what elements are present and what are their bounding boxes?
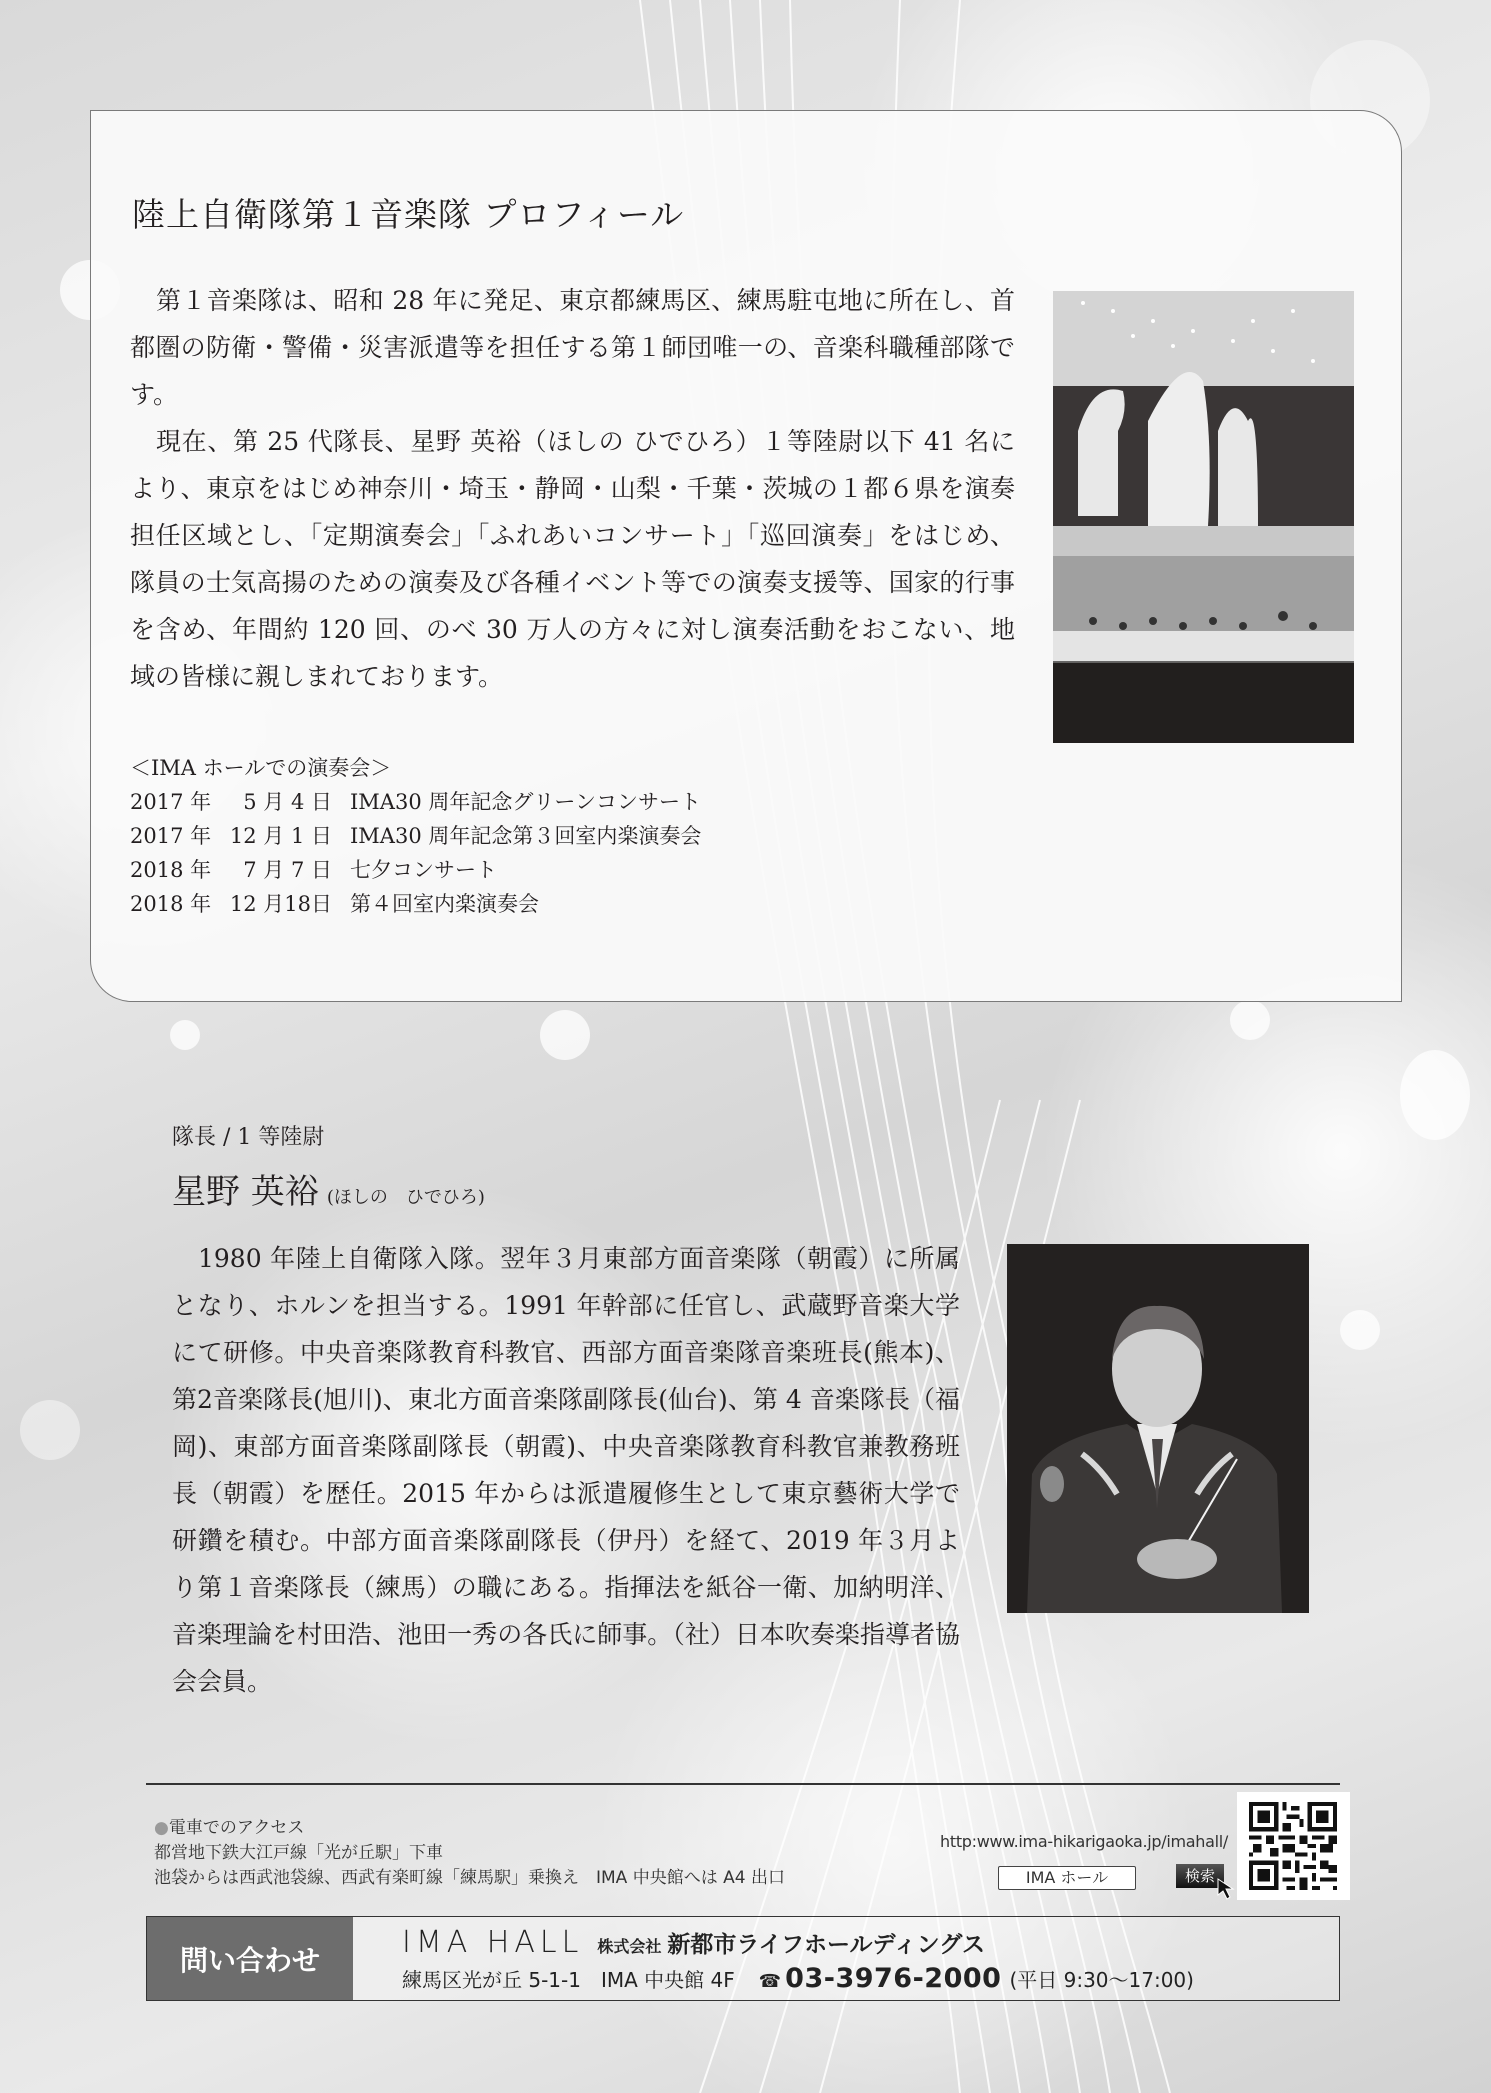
event-year: 2018 年	[130, 858, 212, 882]
event-date: 5 月 4 日	[243, 790, 332, 814]
band-profile-card	[90, 110, 1402, 1002]
bokeh-light	[540, 1010, 590, 1060]
contact-box	[146, 1916, 1340, 2001]
event-year: 2018 年	[130, 892, 212, 916]
ima-hall-concerts	[130, 751, 701, 921]
search-input[interactable]: IMA ホール	[998, 1866, 1136, 1890]
event-title: IMA30 周年記念第３回室内楽演奏会	[350, 824, 702, 848]
bokeh-light	[1340, 1310, 1380, 1350]
access-line: 池袋からは西武池袋線、西武有楽町線「練馬駅」乗換え IMA 中央館へは A4 出口	[154, 1868, 785, 1888]
profile-paragraph: 現在、第 25 代隊長、星野 英裕（ほしの ひでひろ）１等陸尉以下 41 名により、東京をはじめ神奈川・埼玉・静岡・山梨・千葉・茨城の１都６県を演奏担任区域とし、「定期演奏会」「ふれあいコンサート」「巡回演奏」をはじめ、隊員の士気高揚のための演奏及び各種イベント等での演奏支援等、国家的行事を含め、年間約 120 回、のべ 30 万人の方々に対し演奏活動をおこない、地域の皆様に親しまれております。	[130, 427, 1015, 691]
event-row	[130, 887, 701, 921]
event-year: 2017 年	[130, 790, 212, 814]
qr-code-icon	[1249, 1802, 1337, 1890]
contact-details	[402, 1963, 1194, 1994]
website-url[interactable]: http:www.ima-hikarigaoka.jp/imahall/	[940, 1832, 1228, 1851]
footer-divider	[146, 1783, 1340, 1785]
event-row	[130, 819, 701, 853]
qr-code[interactable]	[1237, 1792, 1350, 1900]
events-heading: ＜IMA ホールでの演奏会＞	[130, 756, 392, 780]
event-year: 2017 年	[130, 824, 212, 848]
bokeh-light	[170, 1020, 200, 1050]
cursor-arrow-icon	[1216, 1877, 1238, 1901]
access-heading-row	[154, 1816, 785, 1841]
phone-number[interactable]: 03-3976-2000	[785, 1963, 1002, 1994]
conductor-name-kana: (ほしの ひでひろ)	[326, 1187, 485, 1208]
concert-hall-photo	[1053, 291, 1354, 743]
corp-name: 新都市ライフホールディングス	[667, 1932, 985, 1958]
conductor-portrait	[1007, 1244, 1309, 1613]
contact-organization	[402, 1925, 985, 1960]
access-heading: 電車でのアクセス	[168, 1818, 305, 1838]
event-row	[130, 785, 701, 819]
conductor-bio	[172, 1235, 960, 1705]
search-button[interactable]: 検索	[1176, 1864, 1224, 1888]
bokeh-light	[1400, 1050, 1470, 1140]
train-access-info	[154, 1816, 785, 1891]
profile-paragraph: 第１音楽隊は、昭和 28 年に発足、東京都練馬区、練馬駐屯地に所在し、首都圏の防衛・警備・災害派遣等を担任する第１師団唯一の、音楽科職種部隊です。	[130, 286, 1015, 409]
conductor-portrait-illustration	[1007, 1244, 1309, 1613]
event-title: 第４回室内楽演奏会	[350, 892, 539, 916]
concert-hall-illustration	[1053, 291, 1354, 743]
contact-label: 問い合わせ	[147, 1917, 353, 2000]
conductor-name-block	[172, 1164, 485, 1213]
business-hours: (平日 9:30〜17:00)	[1009, 1968, 1194, 1992]
profile-description	[130, 277, 1015, 700]
hall-name: IMA HALL	[402, 1925, 584, 1960]
phone-icon: ☎	[758, 1971, 782, 1992]
event-date: 12 月 1 日	[229, 824, 332, 848]
profile-title: 陸上自衛隊第１音楽隊 プロフィール	[132, 195, 685, 234]
event-date: 7 月 7 日	[243, 858, 332, 882]
event-title: 七夕コンサート	[350, 858, 497, 882]
event-row	[130, 853, 701, 887]
conductor-bio-text: 1980 年陸上自衛隊入隊。翌年３月東部方面音楽隊（朝霞）に所属となり、ホルンを担当する。1991 年幹部に任官し、武蔵野音楽大学にて研修。中央音楽隊教育科教官、西部方面音楽隊音楽班長(熊本)、第2音楽隊長(旭川)、東北方面音楽隊副隊長(仙台)、第 4 音楽隊長（福岡)、東部方面音楽隊副隊長（朝霞)、中央音楽隊教育科教官兼教務班長（朝霞）を歴任。2015 年からは派遣履修生として東京藝術大学で研鑽を積む。中部方面音楽隊副隊長（伊丹）を経て、2019 年３月より第１音楽隊長（練馬）の職にある。指揮法を紙谷一衛、加納明洋、音楽理論を村田浩、池田一秀の各氏に師事。（社）日本吹奏楽指導者協会会員。	[172, 1244, 960, 1696]
bokeh-light	[1230, 1000, 1270, 1040]
conductor-rank: 隊長 / 1 等陸尉	[172, 1125, 325, 1150]
bokeh-light	[20, 1400, 80, 1460]
bullet-icon: ●	[154, 1818, 169, 1838]
corp-prefix: 株式会社	[597, 1937, 662, 1956]
address: 練馬区光が丘 5-1-1 IMA 中央館 4F	[402, 1968, 735, 1992]
event-title: IMA30 周年記念グリーンコンサート	[350, 790, 701, 814]
access-line: 都営地下鉄大江戸線「光が丘駅」下車	[154, 1843, 443, 1863]
event-date: 12 月18日	[229, 892, 332, 916]
conductor-name: 星野 英裕	[172, 1172, 319, 1212]
